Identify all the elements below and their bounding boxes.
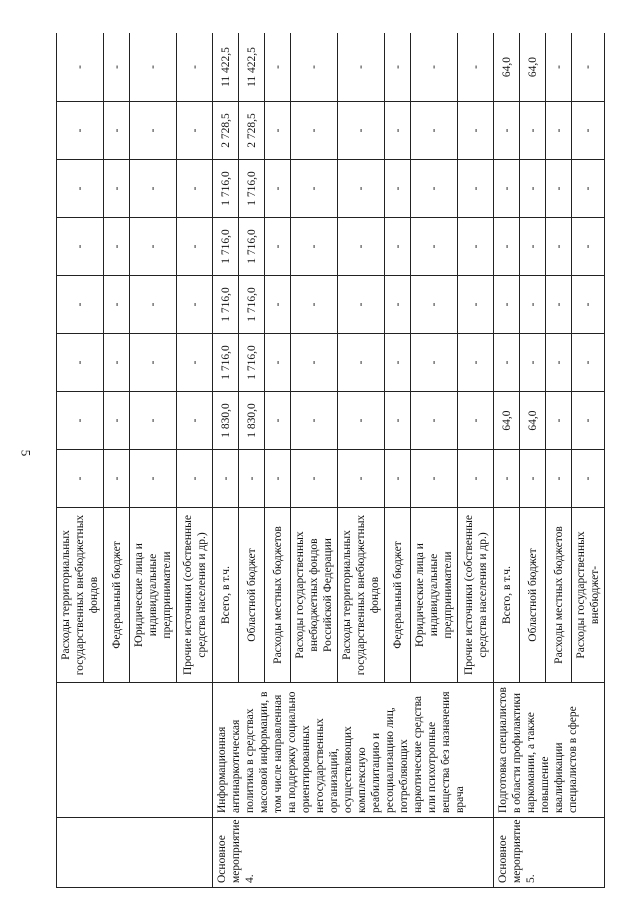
value-cell: -	[494, 276, 520, 334]
value-cell: -	[572, 276, 605, 334]
value-cell: -	[411, 218, 458, 276]
table-row	[494, 33, 520, 888]
value-cell: -	[291, 160, 338, 218]
value-cell: -	[104, 160, 130, 218]
value-cell: -	[104, 450, 130, 508]
value-cell: -	[520, 450, 546, 508]
value-cell: -	[494, 102, 520, 160]
value-cell: -	[520, 218, 546, 276]
value-cell: -	[177, 33, 213, 102]
value-cell: -	[130, 276, 177, 334]
value-cell: -	[104, 334, 130, 392]
value-cell: -	[458, 276, 494, 334]
value-cell: -	[338, 160, 385, 218]
value-cell: -	[338, 102, 385, 160]
value-cell: -	[130, 334, 177, 392]
value-cell: -	[572, 33, 605, 102]
value-cell: 11 422,5	[239, 33, 265, 102]
value-cell: -	[385, 33, 411, 102]
value-cell: -	[104, 218, 130, 276]
value-cell: -	[177, 218, 213, 276]
value-cell: -	[57, 392, 104, 450]
value-cell: -	[291, 392, 338, 450]
table-row	[57, 33, 104, 888]
value-cell: -	[291, 102, 338, 160]
value-cell: -	[57, 334, 104, 392]
value-cell: -	[572, 392, 605, 450]
value-cell: -	[57, 276, 104, 334]
value-cell: -	[57, 102, 104, 160]
value-cell: -	[520, 276, 546, 334]
value-cell: -	[291, 33, 338, 102]
value-cell: 1 716,0	[239, 334, 265, 392]
value-cell: -	[177, 334, 213, 392]
value-cell: -	[411, 102, 458, 160]
measure-label: Основное мероприятие 5.	[494, 818, 605, 888]
value-cell: 2 728,5	[239, 102, 265, 160]
value-cell: -	[130, 160, 177, 218]
value-cell: -	[104, 276, 130, 334]
value-cell: -	[265, 276, 291, 334]
value-cell: -	[546, 218, 572, 276]
value-cell: -	[546, 102, 572, 160]
value-cell: 1 830,0	[213, 392, 239, 450]
value-cell: -	[546, 160, 572, 218]
value-cell: -	[291, 276, 338, 334]
value-cell: -	[546, 450, 572, 508]
value-cell: -	[338, 218, 385, 276]
value-cell: -	[57, 33, 104, 102]
value-cell: 64,0	[494, 33, 520, 102]
table-row	[213, 33, 239, 888]
description-cell-empty	[57, 683, 213, 818]
rotated-table-container	[56, 33, 609, 888]
value-cell: -	[458, 33, 494, 102]
value-cell: -	[213, 450, 239, 508]
value-cell: 1 716,0	[239, 276, 265, 334]
value-cell: -	[520, 102, 546, 160]
value-cell: -	[411, 392, 458, 450]
funding-source-cell: Всего, в т.ч.	[213, 508, 239, 683]
value-cell: 1 716,0	[213, 160, 239, 218]
funding-source-cell: Расходы территориальных государственных внебюджетных фондов	[338, 508, 385, 683]
value-cell: -	[177, 160, 213, 218]
value-cell: -	[411, 450, 458, 508]
value-cell: -	[338, 276, 385, 334]
measure-label: Основное мероприятие 4.	[213, 818, 494, 888]
page-number: 5	[18, 449, 34, 457]
value-cell: -	[411, 33, 458, 102]
value-cell: -	[546, 33, 572, 102]
value-cell: -	[458, 334, 494, 392]
value-cell: 64,0	[520, 33, 546, 102]
value-cell: -	[57, 218, 104, 276]
value-cell: 1 716,0	[213, 218, 239, 276]
value-cell: -	[265, 218, 291, 276]
value-cell: -	[572, 450, 605, 508]
financing-table	[56, 33, 605, 888]
value-cell: -	[520, 334, 546, 392]
value-cell: -	[265, 102, 291, 160]
value-cell: -	[104, 33, 130, 102]
funding-source-cell: Всего, в т.ч.	[494, 508, 520, 683]
value-cell: -	[458, 102, 494, 160]
value-cell: -	[385, 334, 411, 392]
value-cell: -	[265, 160, 291, 218]
value-cell: -	[572, 218, 605, 276]
value-cell: -	[385, 102, 411, 160]
value-cell: -	[265, 33, 291, 102]
value-cell: -	[385, 160, 411, 218]
funding-source-cell: Федеральный бюджет	[385, 508, 411, 683]
value-cell: -	[104, 392, 130, 450]
value-cell: -	[338, 334, 385, 392]
value-cell: -	[177, 392, 213, 450]
funding-source-cell: Расходы территориальных государственных внебюджетных фондов	[57, 508, 104, 683]
table-body	[57, 33, 605, 888]
funding-source-cell: Прочие источники (собственные средства населения и др.)	[458, 508, 494, 683]
value-cell: -	[458, 450, 494, 508]
value-cell: -	[546, 392, 572, 450]
value-cell: -	[546, 276, 572, 334]
value-cell: -	[411, 160, 458, 218]
value-cell: -	[291, 334, 338, 392]
value-cell: -	[239, 450, 265, 508]
table-viewport	[56, 33, 609, 888]
funding-source-cell: Юридические лица и индивидуальные предприниматели	[130, 508, 177, 683]
value-cell: -	[494, 218, 520, 276]
value-cell: -	[265, 334, 291, 392]
funding-source-cell: Прочие источники (собственные средства населения и др.)	[177, 508, 213, 683]
value-cell: -	[338, 33, 385, 102]
value-cell: -	[291, 450, 338, 508]
value-cell: -	[572, 160, 605, 218]
value-cell: -	[57, 450, 104, 508]
value-cell: -	[520, 160, 546, 218]
funding-source-cell: Областной бюджет	[520, 508, 546, 683]
funding-source-cell: Областной бюджет	[239, 508, 265, 683]
value-cell: 1 716,0	[213, 276, 239, 334]
value-cell: -	[130, 450, 177, 508]
value-cell: -	[130, 102, 177, 160]
value-cell: -	[130, 33, 177, 102]
funding-source-cell: Расходы местных бюджетов	[265, 508, 291, 683]
value-cell: -	[130, 392, 177, 450]
value-cell: -	[57, 160, 104, 218]
value-cell: -	[458, 160, 494, 218]
value-cell: -	[385, 276, 411, 334]
value-cell: -	[494, 450, 520, 508]
value-cell: -	[458, 392, 494, 450]
value-cell: -	[385, 218, 411, 276]
value-cell: 1 716,0	[213, 334, 239, 392]
value-cell: -	[130, 218, 177, 276]
value-cell: -	[291, 218, 338, 276]
value-cell: -	[265, 392, 291, 450]
measure-description: Информационная антинаркотическая политика в средствах массовой информации, в том числе направленная на поддержку социально ориентированных негосударственных организаций, осуществляющих комплексную реабилитацию и ресоциализацию лиц, потребляющих наркотические средства или психотропные вещества без назначения врача	[213, 683, 494, 818]
value-cell: -	[494, 334, 520, 392]
value-cell: -	[494, 160, 520, 218]
value-cell: -	[411, 276, 458, 334]
value-cell: -	[177, 102, 213, 160]
funding-source-cell: Юридические лица и индивидуальные предприниматели	[411, 508, 458, 683]
value-cell: -	[177, 276, 213, 334]
value-cell: 64,0	[494, 392, 520, 450]
value-cell: -	[546, 334, 572, 392]
value-cell: -	[338, 392, 385, 450]
funding-source-cell: Расходы государственных внебюджет-	[572, 508, 605, 683]
value-cell: -	[385, 392, 411, 450]
funding-source-cell: Расходы государственных внебюджетных фондов Российской Федерации	[291, 508, 338, 683]
value-cell: -	[411, 334, 458, 392]
value-cell: -	[572, 102, 605, 160]
value-cell: -	[104, 102, 130, 160]
value-cell: 11 422,5	[213, 33, 239, 102]
value-cell: -	[458, 218, 494, 276]
value-cell: -	[572, 334, 605, 392]
measure-cell-empty	[57, 818, 213, 888]
value-cell: 64,0	[520, 392, 546, 450]
value-cell: 1 830,0	[239, 392, 265, 450]
value-cell: 1 716,0	[239, 160, 265, 218]
value-cell: -	[338, 450, 385, 508]
value-cell: 1 716,0	[239, 218, 265, 276]
value-cell: -	[385, 450, 411, 508]
funding-source-cell: Федеральный бюджет	[104, 508, 130, 683]
value-cell: -	[265, 450, 291, 508]
value-cell: -	[177, 450, 213, 508]
funding-source-cell: Расходы местных бюджетов	[546, 508, 572, 683]
value-cell: 2 728,5	[213, 102, 239, 160]
measure-description: Подготовка специалистов в области профилактики наркомании, а также повышение квалификации специалистов в сфере	[494, 683, 605, 818]
